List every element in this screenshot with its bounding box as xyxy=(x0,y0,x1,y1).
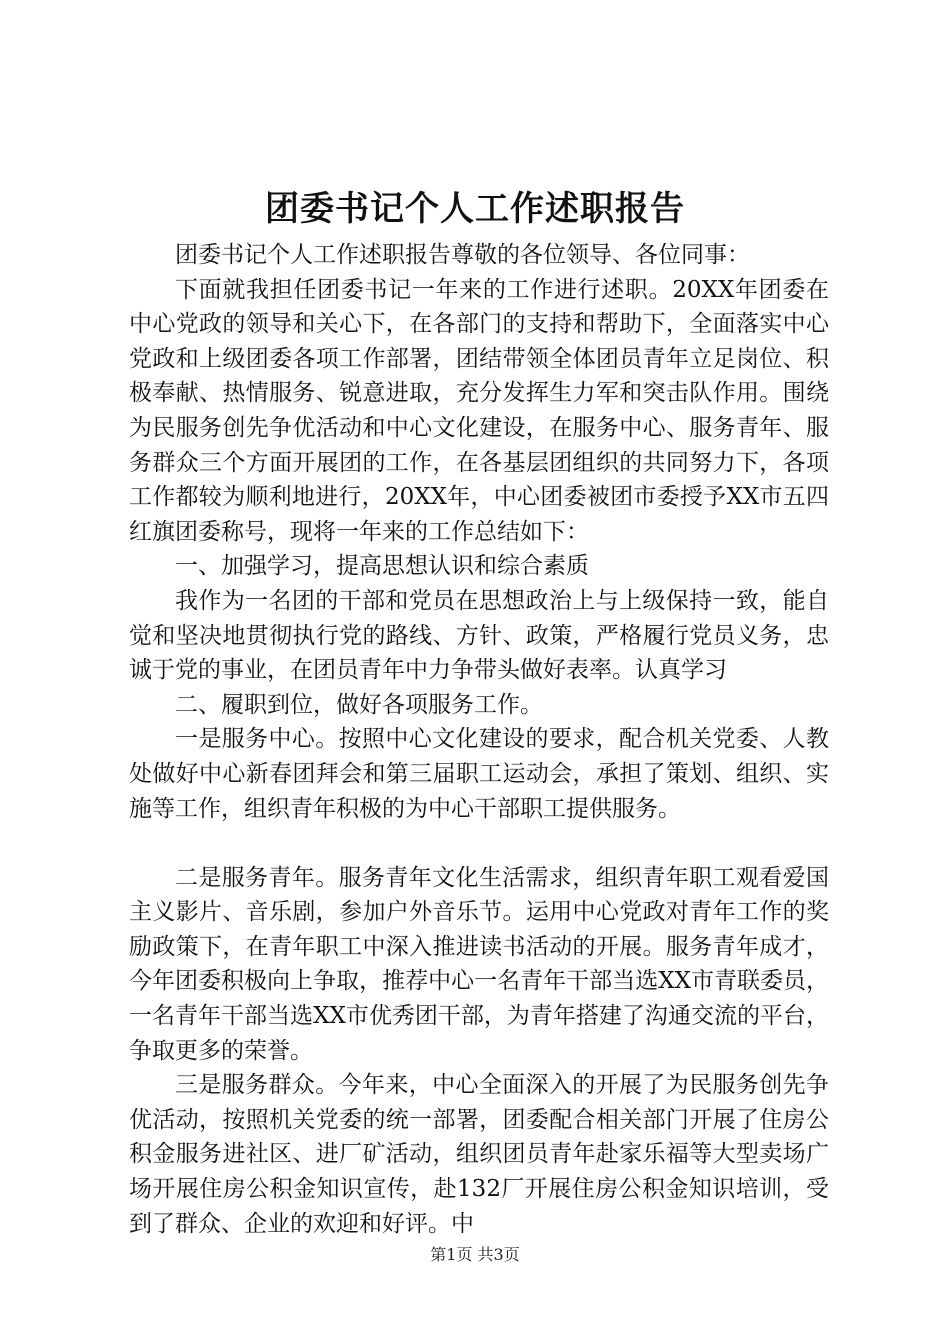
intro-paragraph: 下面就我担任团委书记一年来的工作进行述职。20XX年团委在中心党政的领导和关心下，在各部门的支持和帮助下，全面落实中心党政和上级团委各项工作部署，团结带领全体团员青年立足岗位、积极奉献、热情服务、锐意进取，充分发挥生力军和突击队作用。围绕为民服务创先争优活动和中心文化建设，在服务中心、服务青年、服务群众三个方面开展团的工作，在各基层团组织的共同努力下，各项工作都较为顺利地进行，20XX年，中心团委被团市委授予XX市五四红旗团委称号，现将一年来的工作总结如下： xyxy=(129,276,829,545)
study-paragraph: 我作为一名团的干部和党员在思想政治上与上级保持一致，能自觉和坚决地贯彻执行党的路线、方针、政策，严格履行党员义务，忠诚于党的事业，在团员青年中力争带头做好表率。认真学习 xyxy=(129,587,829,684)
page-number-footer: 第1页 共3页 xyxy=(430,1245,520,1264)
salutation-paragraph: 团委书记个人工作述职报告尊敬的各位领导、各位同事： xyxy=(175,242,750,268)
document-body xyxy=(129,238,829,1241)
serve-public-paragraph: 三是服务群众。今年来，中心全面深入的开展了为民服务创先争优活动，按照机关党委的统一部署，团委配合相关部门开展了住房公积金服务进社区、进厂矿活动，组织团员青年赴家乐福等大型卖场广场开展住房公积金知识宣传，赴132厂开展住房公积金知识培训，受到了群众、企业的欢迎和好评。中 xyxy=(129,1072,829,1237)
section-heading-1: 一、加强学习，提高思想认识和综合素质 xyxy=(175,553,589,580)
section-heading-2: 二、履职到位，做好各项服务工作。 xyxy=(175,691,543,718)
serve-youth-paragraph: 二是服务青年。服务青年文化生活需求，组织青年职工观看爱国主义影片、音乐剧，参加户外音乐节。运用中心党政对青年工作的奖励政策下，在青年职工中深入推进读书活动的开展。服务青年成才，今年团委积极向上争取，推荐中心一名青年干部当选XX市青联委员，一名青年干部当选XX市优秀团干部，为青年搭建了沟通交流的平台，争取更多的荣誉。 xyxy=(129,864,829,1064)
document-title: 团委书记个人工作述职报告 xyxy=(265,189,685,229)
serve-center-paragraph: 一是服务中心。按照中心文化建设的要求，配合机关党委、人教处做好中心新春团拜会和第三届职工运动会，承担了策划、组织、实施等工作，组织青年积极的为中心干部职工提供服务。 xyxy=(129,726,829,822)
